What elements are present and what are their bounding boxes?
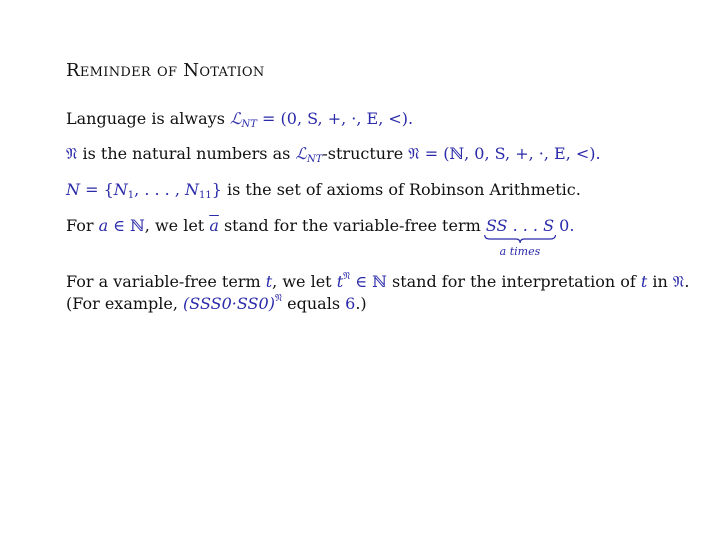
text: , we let (144, 216, 210, 235)
math-tuple: = (ℕ, 0, S, +, ·, E, <). (419, 144, 601, 163)
math-t: t (640, 272, 648, 291)
math-N: N (113, 180, 128, 199)
structure-line (66, 143, 601, 165)
math: = { (80, 180, 114, 199)
text: (For example, (66, 294, 184, 313)
math-term: SS . . . S (485, 216, 555, 235)
brace-label: a times (499, 245, 541, 258)
subscript: 1 (127, 190, 135, 201)
text: is the set of axioms of Robinson Arithmetic. (221, 180, 581, 199)
math: , . . . , (134, 180, 185, 199)
superscript: 𝔑 (343, 271, 351, 282)
text: is the natural numbers as (77, 144, 296, 163)
text: .) (355, 294, 367, 313)
text: For a variable-free term (66, 272, 266, 291)
math: } (211, 180, 222, 199)
math-N: N (185, 180, 199, 199)
math-N: N (66, 180, 80, 199)
subscript: NT (306, 154, 323, 165)
slide-title: Reminder of Notation (66, 60, 265, 81)
subscript: 11 (199, 190, 212, 201)
math: ∈ ℕ (108, 216, 145, 235)
text: in (647, 272, 673, 291)
math-a: a (98, 216, 109, 235)
math-tuple: = (0, S, +, ·, E, <). (256, 109, 414, 128)
axioms-line (66, 179, 581, 201)
math-fraktur-N: 𝔑 (66, 144, 78, 163)
math: 0. (554, 216, 575, 235)
text: Language is always (66, 109, 230, 128)
math-t: t (336, 272, 344, 291)
text: . (684, 272, 690, 291)
example-line (66, 293, 367, 315)
text: For (66, 216, 99, 235)
math-fraktur-N: 𝔑 (672, 272, 685, 291)
math-a-bar: $\overline{a}$ (209, 216, 219, 235)
math-fraktur-N: 𝔑 (408, 144, 420, 163)
underbrace-term (485, 215, 555, 258)
subscript: NT (241, 119, 257, 130)
math-L: ℒ (295, 144, 307, 163)
math-expression: (SSS0·SS0) (183, 294, 275, 313)
text: -structure (322, 144, 409, 163)
text: , we let (272, 272, 337, 291)
superscript: 𝔑 (274, 293, 283, 304)
math-t: t (265, 272, 273, 291)
math: ∈ ℕ (350, 272, 387, 291)
interpretation-line (66, 271, 689, 293)
numeral-line (66, 215, 575, 258)
text: stand for the variable-free term (218, 216, 486, 235)
language-line (66, 108, 413, 130)
math-six: 6 (345, 294, 356, 313)
text: stand for the interpretation of (386, 272, 641, 291)
text: equals (282, 294, 346, 313)
math-L: ℒ (230, 109, 242, 128)
